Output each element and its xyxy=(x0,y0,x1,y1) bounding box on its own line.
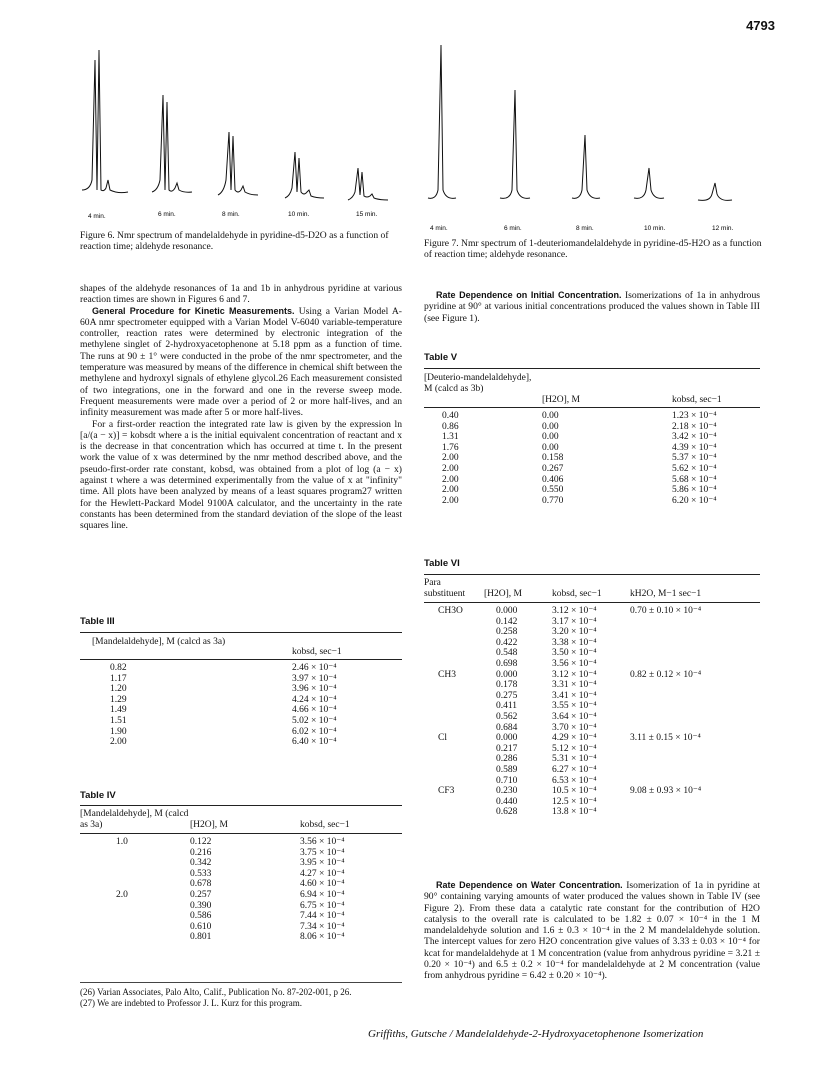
section-heading: Rate Dependence on Initial Concentration. xyxy=(436,290,622,300)
table-cell: 8.06 × 10⁻⁴ xyxy=(300,932,345,943)
table-cell: 2.00 xyxy=(110,737,127,748)
table-row xyxy=(424,733,760,744)
table-cell: 6.27 × 10⁻⁴ xyxy=(552,764,597,775)
spectrum-trace-2 xyxy=(500,90,530,198)
table-row xyxy=(80,858,402,869)
table-row xyxy=(80,674,402,685)
table-header: [H2O], M xyxy=(542,395,580,405)
table-cell: 5.12 × 10⁻⁴ xyxy=(552,743,597,754)
table-header: [H2O], M xyxy=(190,820,228,830)
table-cell: Cl xyxy=(438,733,447,744)
table-cell: 12.5 × 10⁻⁴ xyxy=(552,796,597,807)
table-row xyxy=(424,627,760,638)
table-cell: 0.533 xyxy=(190,868,212,879)
table-row xyxy=(424,453,760,464)
table-header: [Mandelaldehyde], M (calcd as 3a) xyxy=(92,637,226,647)
fig7-time-label: 6 min. xyxy=(504,225,522,232)
paragraph-text: Isomerizations of 1a in anhydrous pyridine at 90° at various initial concentrations produced the values shown in Table III (see Figure 1). xyxy=(424,290,760,324)
table-row xyxy=(424,648,760,659)
table-row xyxy=(424,475,760,486)
table-cell xyxy=(424,648,484,659)
table-5-title: Table V xyxy=(424,352,458,363)
table-cell: 0.286 xyxy=(496,754,518,765)
spectrum-trace-3 xyxy=(572,135,600,198)
table-cell xyxy=(424,765,484,776)
table-cell xyxy=(424,691,484,702)
fig7-time-label: 10 min. xyxy=(644,225,666,232)
table-cell: 5.86 × 10⁻⁴ xyxy=(672,485,717,496)
table-row xyxy=(424,701,760,712)
table-cell: 1.17 xyxy=(110,673,127,684)
table-header: kobsd, sec−1 xyxy=(552,589,602,599)
spectrum-trace-1 xyxy=(82,50,128,193)
table-cell: 13.8 × 10⁻⁴ xyxy=(552,807,597,818)
table-cell: 2.0 xyxy=(116,889,128,900)
paragraph xyxy=(424,880,760,982)
table-cell xyxy=(630,776,760,787)
footnotes xyxy=(80,982,402,1009)
table-cell xyxy=(80,869,190,880)
table-cell: 0.82 xyxy=(110,663,127,673)
table-cell: 0.00 xyxy=(542,411,559,421)
table-row xyxy=(80,922,402,933)
table-cell xyxy=(424,627,484,638)
table-cell: 0.000 xyxy=(496,606,518,616)
table-cell: 0.610 xyxy=(190,921,212,932)
table-cell xyxy=(630,627,760,638)
fig6-time-label: 10 min. xyxy=(288,211,310,218)
figure-7-caption: Figure 7. Nmr spectrum of 1-deuteriomandelaldehyde in pyridine-d5-H2O as a function of reaction time; aldehyde resonance. xyxy=(424,238,762,261)
spectrum-trace-5 xyxy=(698,183,732,200)
table-cell: 3.56 × 10⁻⁴ xyxy=(552,658,597,669)
page-number: 4793 xyxy=(746,18,775,33)
table-cell: 6.75 × 10⁻⁴ xyxy=(300,900,345,911)
table-3 xyxy=(80,632,402,748)
table-cell: 0.00 xyxy=(542,432,559,443)
table-row xyxy=(80,932,402,943)
figure-7-spectra xyxy=(422,40,762,235)
table-row xyxy=(424,617,760,628)
table-cell: 3.12 × 10⁻⁴ xyxy=(552,606,597,616)
table-row xyxy=(424,485,760,496)
table-header: kobsd, sec−1 xyxy=(292,647,342,657)
table-cell: 3.31 × 10⁻⁴ xyxy=(552,680,597,691)
table-cell xyxy=(424,754,484,765)
table-row xyxy=(424,786,760,797)
table-cell: 0.275 xyxy=(496,690,518,701)
table-cell: 5.37 × 10⁻⁴ xyxy=(672,453,717,464)
table-cell: 7.34 × 10⁻⁴ xyxy=(300,921,345,932)
table-cell: 3.95 × 10⁻⁴ xyxy=(300,858,345,869)
table-row xyxy=(80,911,402,922)
table-cell: 1.31 xyxy=(442,432,459,443)
table-cell: 0.142 xyxy=(496,616,518,627)
table-row xyxy=(424,765,760,776)
table-row xyxy=(424,723,760,734)
table-row xyxy=(424,408,760,422)
table-row xyxy=(80,869,402,880)
paragraph: shapes of the aldehyde resonances of 1a and 1b in anhydrous pyridine at various reaction times are shown in Figures 6 and 7. xyxy=(80,283,402,306)
right-body-text-2 xyxy=(424,880,760,982)
table-cell xyxy=(630,723,760,734)
footnote-26: (26) Varian Associates, Palo Alto, Calif., Publication No. 87-202-001, p 26. xyxy=(80,987,352,997)
table-cell: 0.710 xyxy=(496,775,518,786)
fig6-time-label: 8 min. xyxy=(222,211,240,218)
table-cell: 0.548 xyxy=(496,648,518,659)
table-cell: 0.562 xyxy=(496,711,518,722)
running-footer: Griffiths, Gutsche / Mandelaldehyde-2-Hydroxyacetophenone Isomerization xyxy=(368,1028,704,1040)
table-cell: 6.02 × 10⁻⁴ xyxy=(292,726,337,737)
table-cell xyxy=(630,754,760,765)
table-cell xyxy=(424,638,484,649)
table-cell: 4.39 × 10⁻⁴ xyxy=(672,442,717,453)
section-heading: General Procedure for Kinetic Measurements. xyxy=(92,305,295,316)
left-body-text xyxy=(80,283,402,532)
table-cell: 3.41 × 10⁻⁴ xyxy=(552,690,597,701)
table-cell: 0.257 xyxy=(190,889,212,900)
table-header: [H2O], M xyxy=(484,589,522,599)
table-6-title: Table VI xyxy=(424,558,460,569)
table-cell: 2.00 xyxy=(442,463,459,474)
table-cell: 0.217 xyxy=(496,743,518,754)
table-row xyxy=(424,776,760,787)
table-cell xyxy=(424,701,484,712)
fig7-time-label: 4 min. xyxy=(430,225,448,232)
table-cell: 3.70 × 10⁻⁴ xyxy=(552,722,597,733)
table-cell xyxy=(630,691,760,702)
table-cell: 0.178 xyxy=(496,680,518,691)
table-cell: 0.158 xyxy=(542,453,564,464)
table-cell: 7.44 × 10⁻⁴ xyxy=(300,911,345,922)
table-cell xyxy=(424,712,484,723)
table-cell: 0.698 xyxy=(496,658,518,669)
table-cell: 0.342 xyxy=(190,858,212,869)
table-header: kobsd, sec−1 xyxy=(300,820,350,830)
table-cell xyxy=(630,701,760,712)
table-cell: CH3 xyxy=(438,669,456,680)
table-cell: 0.801 xyxy=(190,932,212,943)
table-body xyxy=(424,603,760,818)
table-cell xyxy=(630,638,760,649)
table-row xyxy=(424,712,760,723)
table-cell: 0.770 xyxy=(542,495,564,506)
table-cell: 3.75 × 10⁻⁴ xyxy=(300,847,345,858)
table-cell: 10.5 × 10⁻⁴ xyxy=(552,786,597,797)
table-cell: 0.230 xyxy=(496,786,518,797)
table-cell: 0.70 ± 0.10 × 10⁻⁴ xyxy=(630,606,702,616)
table-cell: 1.0 xyxy=(116,837,128,847)
table-row xyxy=(80,695,402,706)
spectrum-trace-1 xyxy=(428,45,456,198)
table-cell: 3.64 × 10⁻⁴ xyxy=(552,711,597,722)
table-cell xyxy=(80,911,190,922)
spectrum-trace-5 xyxy=(348,168,388,200)
table-cell xyxy=(424,723,484,734)
table-cell: 0.122 xyxy=(190,837,212,847)
table-cell: 1.51 xyxy=(110,715,127,726)
table-cell: 0.00 xyxy=(542,442,559,453)
table-cell: 3.56 × 10⁻⁴ xyxy=(300,837,345,847)
table-cell: 4.60 × 10⁻⁴ xyxy=(300,879,345,890)
table-cell: 1.23 × 10⁻⁴ xyxy=(672,411,717,421)
table-cell: 3.17 × 10⁻⁴ xyxy=(552,616,597,627)
table-cell: 3.20 × 10⁻⁴ xyxy=(552,627,597,638)
table-cell: 5.02 × 10⁻⁴ xyxy=(292,715,337,726)
table-cell xyxy=(80,858,190,869)
table-row xyxy=(424,754,760,765)
table-header: Para substituent xyxy=(424,578,466,599)
table-cell xyxy=(630,617,760,628)
table-cell: 2.00 xyxy=(442,453,459,464)
table-row xyxy=(424,603,760,617)
table-cell: 1.76 xyxy=(442,442,459,453)
table-cell: 3.97 × 10⁻⁴ xyxy=(292,673,337,684)
table-row xyxy=(80,879,402,890)
fig7-time-label: 8 min. xyxy=(576,225,594,232)
table-cell xyxy=(80,848,190,859)
table-row xyxy=(80,705,402,716)
table-cell xyxy=(630,765,760,776)
table-cell: 0.550 xyxy=(542,485,564,496)
spectrum-trace-2 xyxy=(152,95,192,192)
table-cell xyxy=(424,797,484,808)
table-cell: 0.589 xyxy=(496,764,518,775)
table-cell: 3.50 × 10⁻⁴ xyxy=(552,648,597,659)
table-cell: 3.55 × 10⁻⁴ xyxy=(552,701,597,712)
table-cell xyxy=(630,797,760,808)
table-cell: 0.000 xyxy=(496,733,518,744)
table-row xyxy=(424,691,760,702)
paragraph-text: Isomerization of 1a in pyridine at 90° containing varying amounts of water produced the values shown in Table IV (see Figure 2). From these data a catalytic rate constant for the contribution of H2O catalysis to the overall rate is calculated to be 1.82 ± 0.07 × 10⁻⁴ in the 1 M mandelaldehyde solution and 1.6 ± 0.3 × 10⁻⁴ in the 2 M mandelaldehyde solution. The intercept values for zero H2O concentration give values of 3.33 ± 0.03 × 10⁻⁴ for kcat for mandelaldehyde at 1 M concentration (value from anhydrous pyridine = 3.21 ± 0.20 × 10⁻⁴) and 6.5 ± 0.2 × 10⁻⁴ for mandelaldehyde at 2 M concentration (value from anhydrous pyridine = 6.42 ± 0.20 × 10⁻⁴). xyxy=(424,880,760,982)
table-cell: 0.678 xyxy=(190,879,212,890)
fig7-time-label: 12 min. xyxy=(712,225,734,232)
table-6 xyxy=(424,574,760,818)
table-cell: 0.86 xyxy=(442,421,459,432)
table-cell xyxy=(424,680,484,691)
table-row xyxy=(424,744,760,755)
table-row xyxy=(424,670,760,681)
spectrum-trace-4 xyxy=(634,168,664,198)
table-cell: 3.11 ± 0.15 × 10⁻⁴ xyxy=(630,733,701,744)
fig6-time-label: 15 min. xyxy=(356,211,378,218)
table-row xyxy=(80,684,402,695)
table-cell: 0.440 xyxy=(496,796,518,807)
spectrum-trace-4 xyxy=(285,152,324,198)
table-cell xyxy=(80,879,190,890)
section-heading: Rate Dependence on Water Concentration. xyxy=(436,880,623,890)
table-row xyxy=(80,737,402,748)
table-cell: 5.31 × 10⁻⁴ xyxy=(552,754,597,765)
table-row xyxy=(80,848,402,859)
table-body xyxy=(80,834,402,943)
table-cell: CF3 xyxy=(438,786,455,797)
table-cell: 4.27 × 10⁻⁴ xyxy=(300,868,345,879)
table-row xyxy=(424,422,760,433)
table-header: [Deuterio-mandelaldehyde], M (calcd as 3b) xyxy=(424,373,532,394)
table-cell xyxy=(630,659,760,670)
table-row xyxy=(424,443,760,454)
table-cell: CH3O xyxy=(438,606,463,616)
table-cell xyxy=(630,648,760,659)
table-cell: 0.684 xyxy=(496,722,518,733)
table-cell xyxy=(630,712,760,723)
table-row xyxy=(80,834,402,848)
table-cell: 0.258 xyxy=(496,627,518,638)
paragraph: For a first-order reaction the integrated rate law is given by the expression ln [a/(a − x)] = kobsdt where a is the initial equivalent concentration of reactant and x is the decrease in that concentration which has occurred at time t. In the present work the value of x was determined by the nmr method described above, and the pseudo-first-order rate constant, kobsd, was obtained from a plot of log (a − x) against t where a was determined experimentally from the value of x at "infinity" time. All plots have been analyzed by means of a least squares program27 written for the Hewlett-Packard Model 9100A calculator, and the uncertainty in the rate constants has been determined from the standard deviation of the slope of the least squares line. xyxy=(80,418,402,532)
table-row xyxy=(424,680,760,691)
spectrum-trace-3 xyxy=(218,132,258,195)
table-cell: 6.53 × 10⁻⁴ xyxy=(552,775,597,786)
table-4-title: Table IV xyxy=(80,790,116,801)
table-row xyxy=(80,901,402,912)
fig6-time-label: 4 min. xyxy=(88,213,106,220)
table-cell: 0.422 xyxy=(496,637,518,648)
table-row xyxy=(80,727,402,738)
table-cell: 5.68 × 10⁻⁴ xyxy=(672,474,717,485)
fig6-time-label: 6 min. xyxy=(158,211,176,218)
table-cell: 0.82 ± 0.12 × 10⁻⁴ xyxy=(630,669,702,680)
table-cell: 0.390 xyxy=(190,900,212,911)
table-row xyxy=(424,807,760,818)
table-cell: 4.66 × 10⁻⁴ xyxy=(292,705,337,716)
table-cell: 6.94 × 10⁻⁴ xyxy=(300,889,345,900)
table-cell: 1.20 xyxy=(110,684,127,695)
table-cell: 0.000 xyxy=(496,669,518,680)
table-cell xyxy=(424,807,484,818)
table-cell: 2.46 × 10⁻⁴ xyxy=(292,663,337,673)
table-4 xyxy=(80,805,402,943)
table-body xyxy=(80,660,402,748)
table-cell xyxy=(80,932,190,943)
table-cell: 2.00 xyxy=(442,495,459,506)
figure-6-caption: Figure 6. Nmr spectrum of mandelaldehyde in pyridine-d5-D2O as a function of reaction time; aldehyde resonance. xyxy=(80,230,389,253)
table-cell xyxy=(424,744,484,755)
table-row xyxy=(424,638,760,649)
table-cell: 0.411 xyxy=(496,701,518,712)
paragraph xyxy=(80,306,402,419)
table-cell xyxy=(424,659,484,670)
figure-6-spectra xyxy=(80,40,410,220)
table-row xyxy=(80,716,402,727)
table-cell: 1.90 xyxy=(110,726,127,737)
table-cell xyxy=(630,807,760,818)
table-cell: 1.49 xyxy=(110,705,127,716)
table-cell: 0.216 xyxy=(190,847,212,858)
table-cell: 3.42 × 10⁻⁴ xyxy=(672,432,717,443)
table-5 xyxy=(424,368,760,506)
table-cell xyxy=(80,922,190,933)
table-cell: 0.40 xyxy=(442,411,459,421)
footnote-27: (27) We are indebted to Professor J. L. Kurz for this program. xyxy=(80,998,303,1008)
right-body-text-1 xyxy=(424,290,760,324)
table-cell: 2.00 xyxy=(442,485,459,496)
table-3-title: Table III xyxy=(80,616,115,627)
paragraph xyxy=(424,290,760,324)
table-cell xyxy=(630,744,760,755)
table-body xyxy=(424,408,760,507)
table-row xyxy=(424,496,760,507)
table-cell: 3.38 × 10⁻⁴ xyxy=(552,637,597,648)
table-cell: 0.00 xyxy=(542,421,559,432)
table-cell xyxy=(424,617,484,628)
table-cell: 0.586 xyxy=(190,911,212,922)
table-cell: 4.24 × 10⁻⁴ xyxy=(292,694,337,705)
table-cell: 6.40 × 10⁻⁴ xyxy=(292,737,337,748)
table-row xyxy=(80,890,402,901)
table-cell: 6.20 × 10⁻⁴ xyxy=(672,495,717,506)
table-row xyxy=(424,432,760,443)
table-cell: 3.12 × 10⁻⁴ xyxy=(552,669,597,680)
table-cell: 0.267 xyxy=(542,463,564,474)
table-row xyxy=(424,659,760,670)
table-header: kobsd, sec−1 xyxy=(672,395,722,405)
table-cell: 4.29 × 10⁻⁴ xyxy=(552,733,597,744)
table-cell: 0.628 xyxy=(496,807,518,818)
table-header: kH2O, M−1 sec−1 xyxy=(630,589,702,599)
table-header: [Mandelaldehyde], M (calcd as 3a) xyxy=(80,809,189,830)
paragraph-text: Using a Varian Model A-60A nmr spectrometer equipped with a Varian Model V-6040 variable-temperature controller, reaction rates were determined by electronic integration of the methylene singlet of 2-hydroxyacetophenone at 5.18 ppm as a function of time. The runs at 90 ± 1° were conducted in the probe of the nmr spectrometer, and the temperature was measured by means of the difference in chemical shift between the methylene and hydroxyl signals of ethylene glycol.26 Each measurement consisted of two integrations, one in the forward and one in the reverse sweep mode. Frequent measurements were made over a period of 2 or more half-lives, and an infinity measurement was made after 5 or more half-lives. xyxy=(80,305,402,419)
table-cell: 1.29 xyxy=(110,694,127,705)
table-cell xyxy=(424,776,484,787)
table-row xyxy=(80,660,402,674)
table-cell: 5.62 × 10⁻⁴ xyxy=(672,463,717,474)
table-cell xyxy=(80,901,190,912)
table-row xyxy=(424,464,760,475)
table-cell xyxy=(630,680,760,691)
table-cell: 0.406 xyxy=(542,474,564,485)
table-cell: 3.96 × 10⁻⁴ xyxy=(292,684,337,695)
table-cell: 2.00 xyxy=(442,474,459,485)
table-row xyxy=(424,797,760,808)
table-cell: 9.08 ± 0.93 × 10⁻⁴ xyxy=(630,786,702,797)
table-cell: 2.18 × 10⁻⁴ xyxy=(672,421,717,432)
